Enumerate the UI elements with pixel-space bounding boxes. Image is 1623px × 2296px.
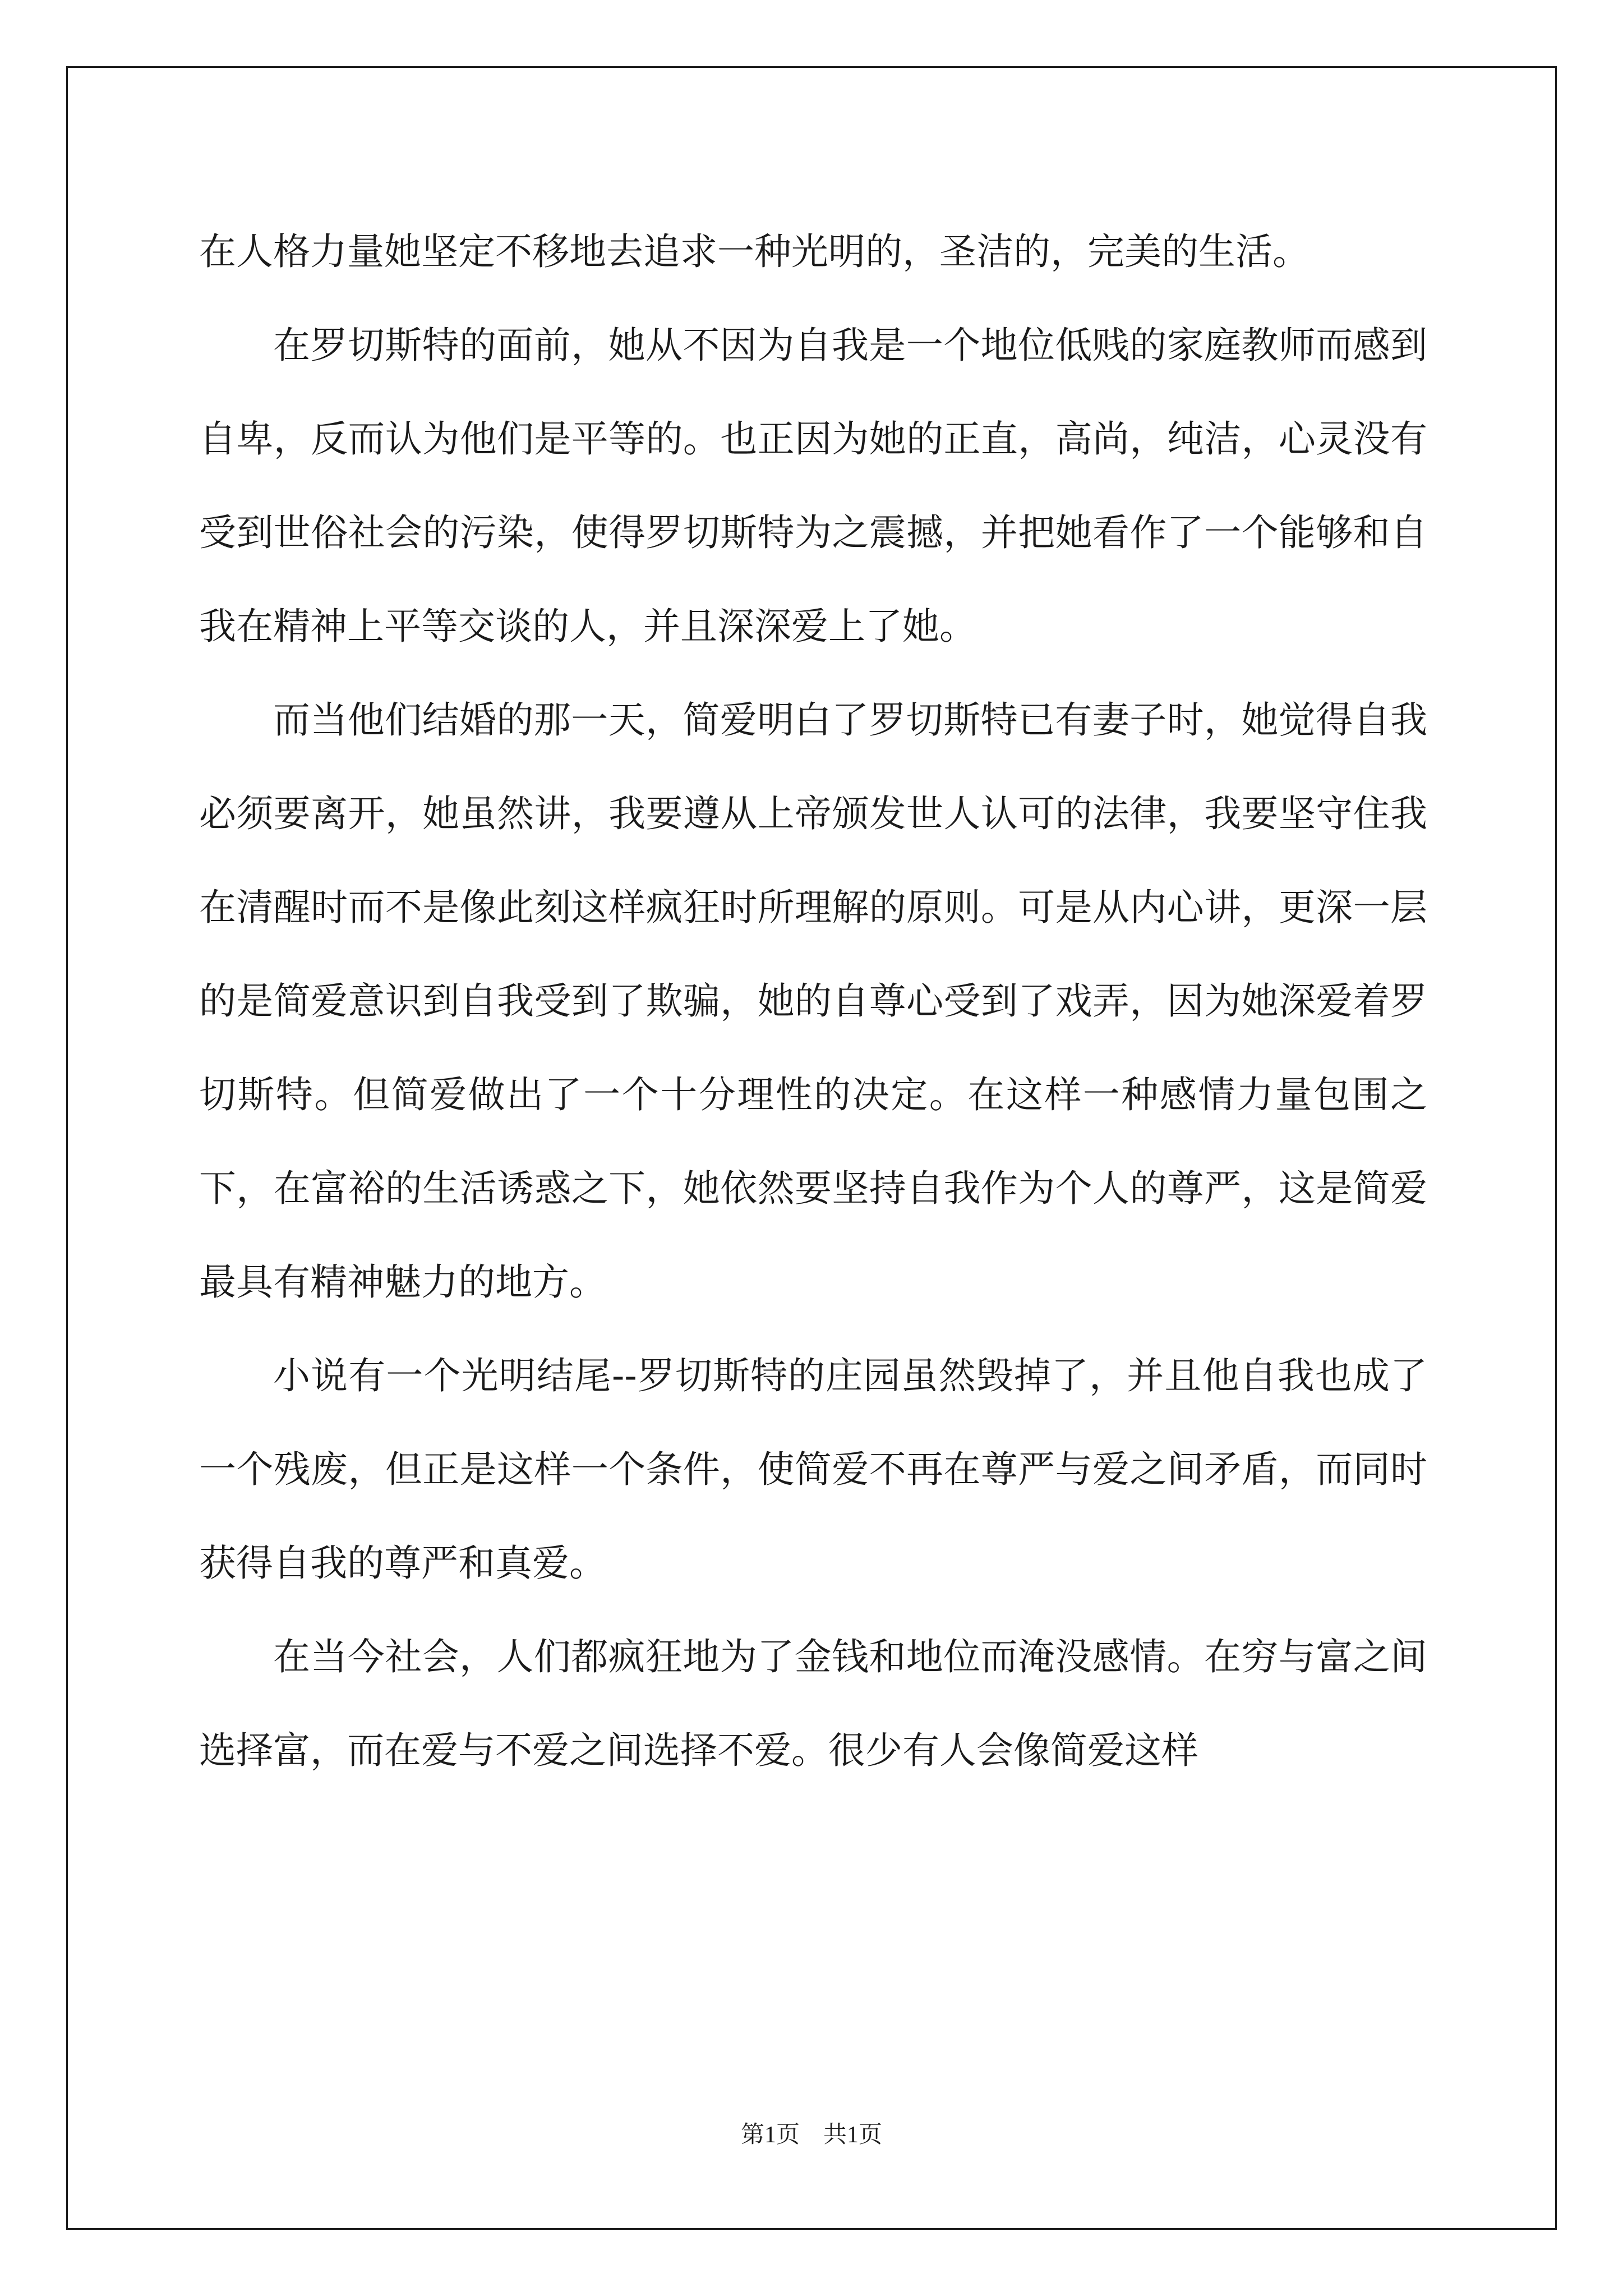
paragraph-2: 在罗切斯特的面前，她从不因为自我是一个地位低贱的家庭教师而感到自卑，反而认为他们是平等的。也正因为她的正直，高尚，纯洁，心灵没有受到世俗社会的污染，使得罗切斯特为之震撼，并把她看作了一个能够和自我在精神上平等交谈的人，并且深深爱上了她。	[199, 324, 1427, 648]
page-number-footer: 第1页 共1页	[740, 2122, 882, 2148]
paragraph-3: 而当他们结婚的那一天，简爱明白了罗切斯特已有妻子时，她觉得自我必须要离开，她虽然讲，我要遵从上帝颁发世人认可的法律，我要坚守住我在清醒时而不是像此刻这样疯狂时所理解的原则。可是从内心讲，更深一层的是简爱意识到自我受到了欺骗，她的自尊心受到了戏弄，因为她深爱着罗切斯特。但简爱做出了一个十分理性的决定。在这样一种感情力量包围之下，在富裕的生活诱惑之下，她依然要坚持自我作为个人的尊严，这是简爱最具有精神魅力的地方。	[199, 698, 1427, 1304]
paragraph-5: 在当今社会，人们都疯狂地为了金钱和地位而淹没感情。在穷与富之间选择富，而在爱与不爱之间选择不爱。很少有人会像简爱这样	[199, 1635, 1427, 1772]
paragraph-1: 在人格力量她坚定不移地去追求一种光明的，圣洁的，完美的生活。	[199, 230, 1310, 273]
paragraph-4: 小说有一个光明结尾--罗切斯特的庄园虽然毁掉了，并且他自我也成了一个残废，但正是这样一个条件，使简爱不再在尊严与爱之间矛盾，而同时获得自我的尊严和真爱。	[199, 1354, 1427, 1585]
document-body	[199, 205, 1427, 1797]
